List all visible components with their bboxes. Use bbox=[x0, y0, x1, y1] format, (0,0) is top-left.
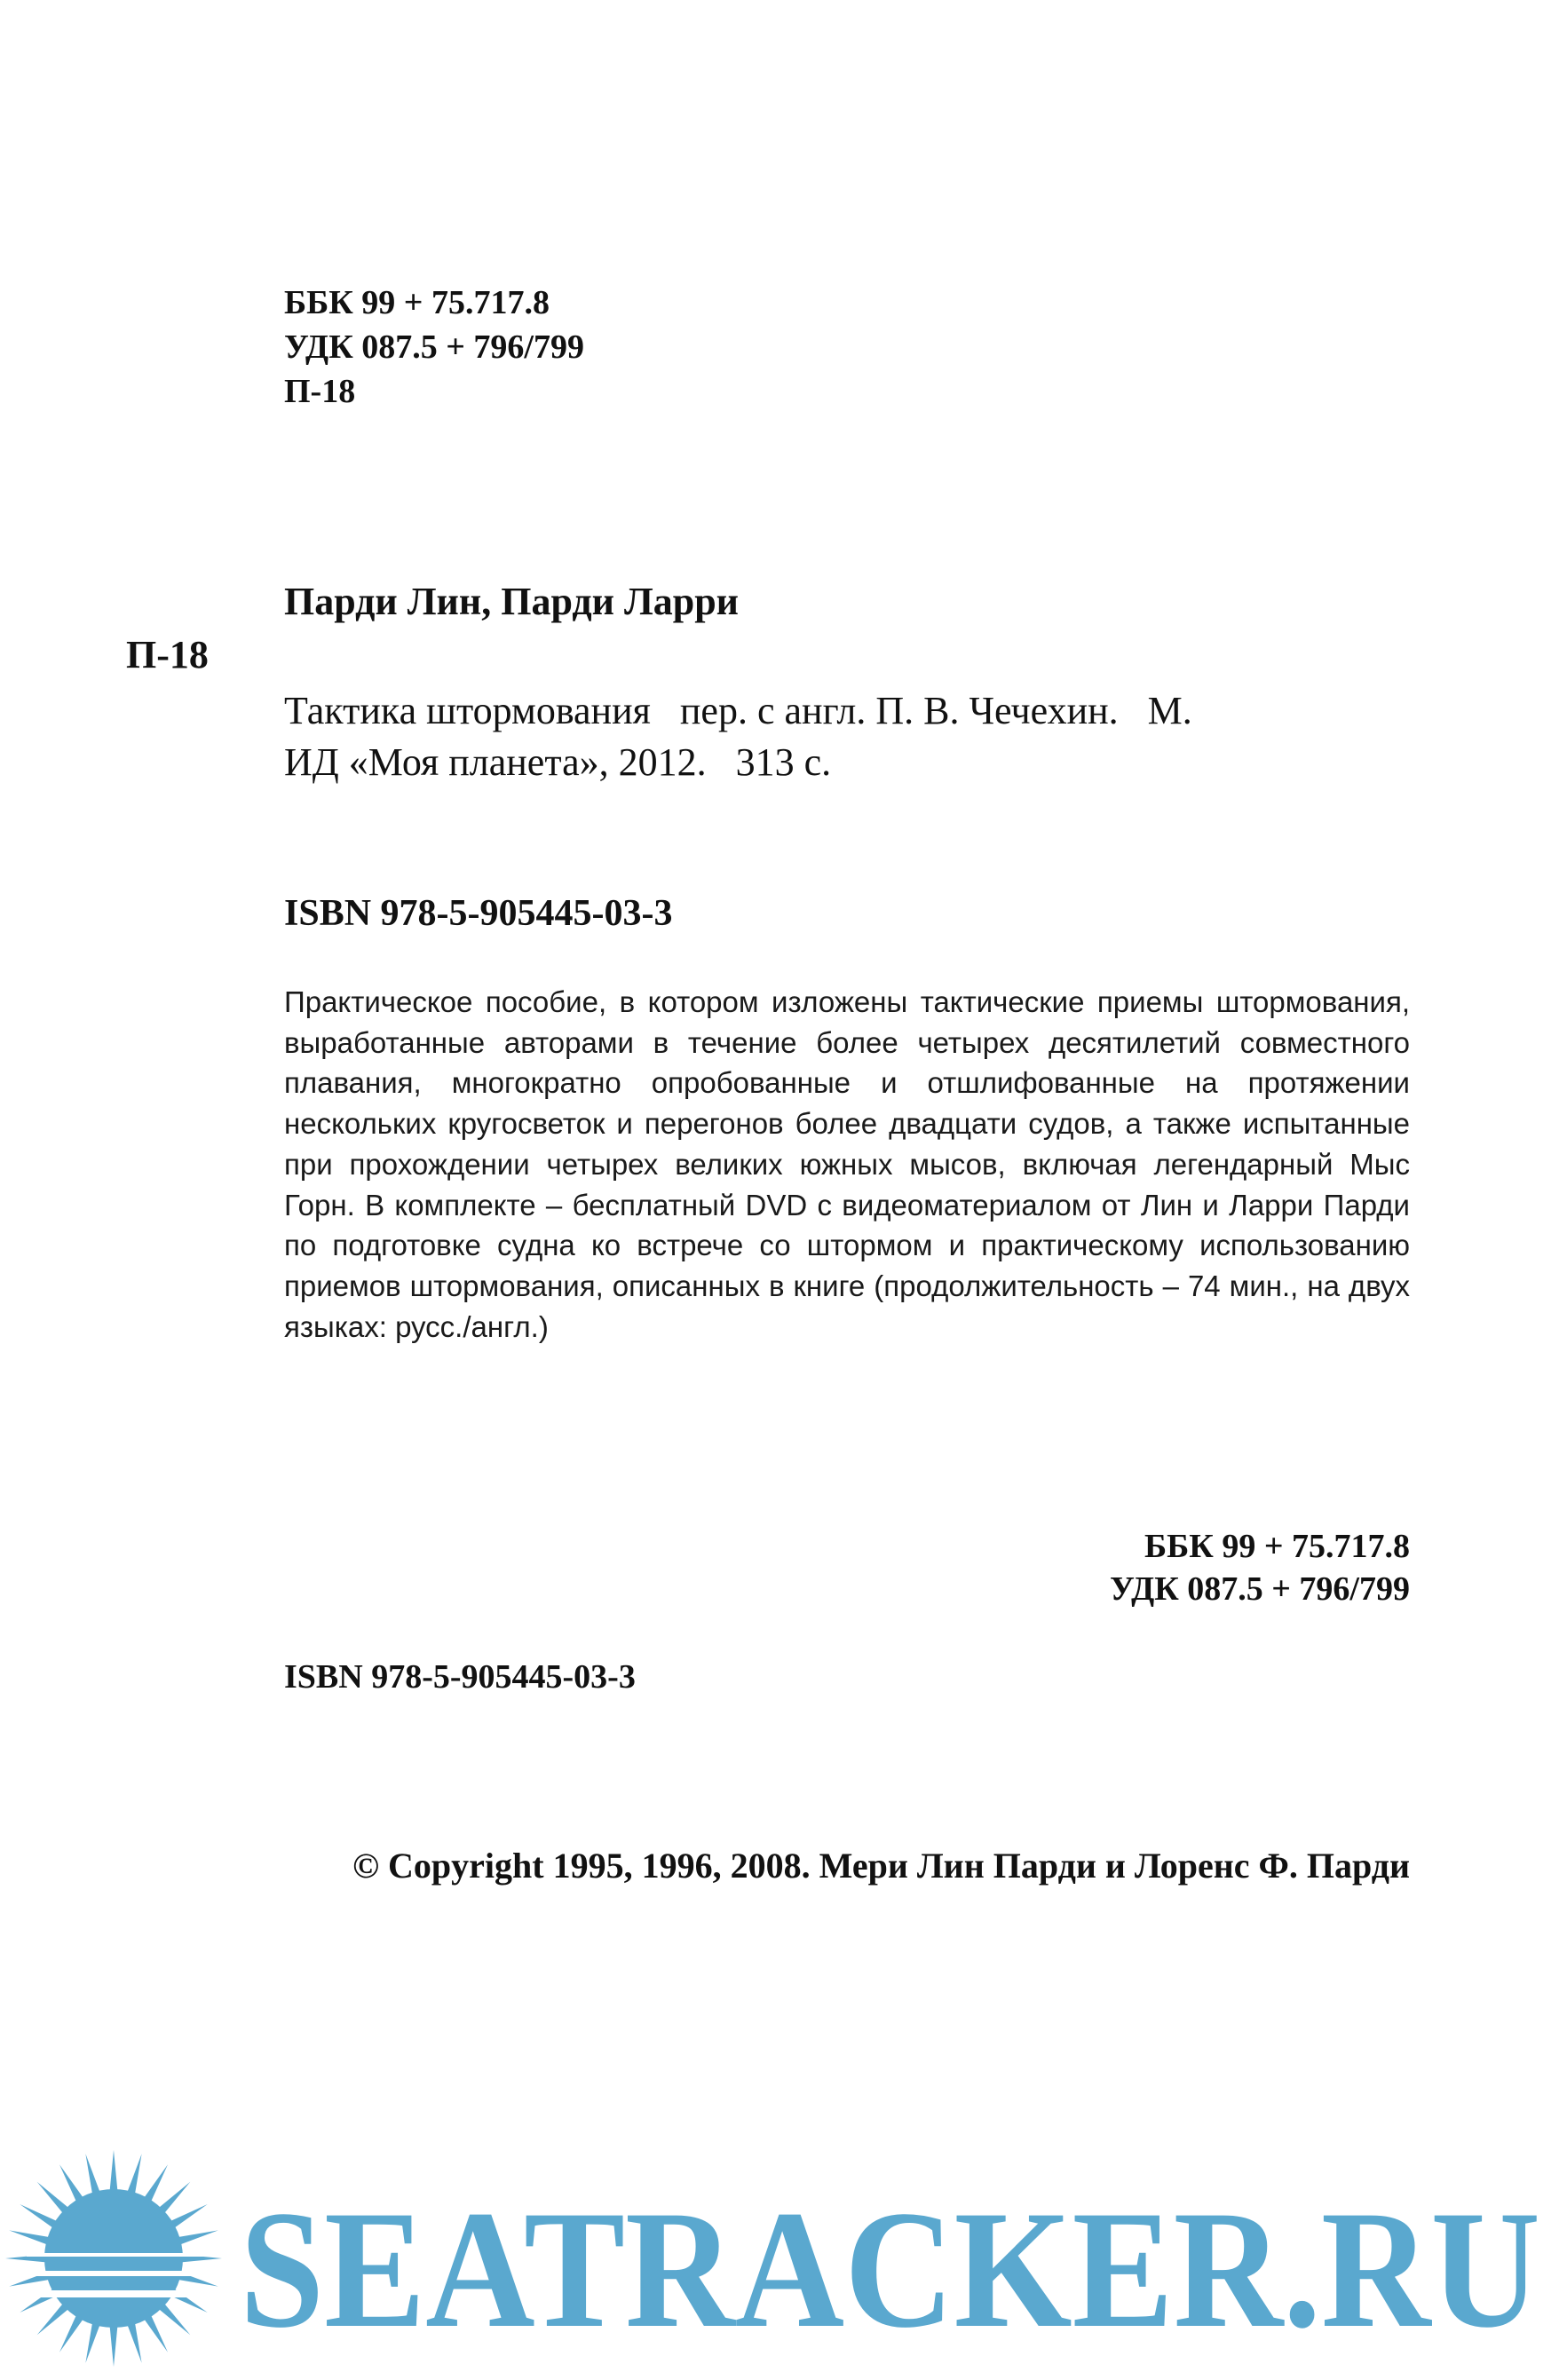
bbk-code: ББК 99 + 75.717.8 bbox=[284, 284, 550, 321]
sun-icon bbox=[5, 2150, 222, 2367]
abstract-text: Практическое пособие, в котором изложены тактические приемы штормования, выработанные авторами в течение более четырех десятилетий совместного плавания, многократно опробованные и отшлифованные на протяжении нескольких кругосветок и перегонов более двадцати судов, а также испытанные при прохождении четырех великих южных мысов, включая легендарный Мыс Горн. В комплекте – бесплатный DVD с видеоматериалом от Лин и Ларри Парди по подготовке судна ко встрече со штормом и практическому использованию приемов штормования, описанных в книге (продолжительность – 74 мин., на двух языках: русс./англ.) bbox=[284, 985, 1410, 1343]
watermark-logo bbox=[0, 2148, 1567, 2380]
side-author-mark: П-18 bbox=[126, 633, 209, 676]
isbn-main: ISBN 978-5-905445-03-3 bbox=[284, 893, 673, 934]
title-line-2: ИД «Моя планета», 2012. 313 с. bbox=[284, 740, 832, 784]
title-line-1: Тактика штормования пер. с англ. П. В. Чечехин. М. bbox=[284, 689, 1192, 732]
watermark-text: SEATRACKER.RU bbox=[240, 2177, 1540, 2363]
isbn-secondary: ISBN 978-5-905445-03-3 bbox=[284, 1658, 636, 1696]
classification-block bbox=[284, 281, 584, 414]
udk-code: УДК 087.5 + 796/799 bbox=[284, 328, 584, 366]
copyright-line: © Copyright 1995, 1996, 2008. Мери Лин Парди и Лоренс Ф. Парди bbox=[352, 1846, 1410, 1886]
author-mark: П-18 bbox=[284, 373, 356, 410]
udk-code-right: УДК 087.5 + 796/799 bbox=[1110, 1570, 1410, 1608]
bbk-code-right: ББК 99 + 75.717.8 bbox=[1144, 1528, 1410, 1565]
authors: Парди Лин, Парди Ларри bbox=[284, 580, 740, 623]
